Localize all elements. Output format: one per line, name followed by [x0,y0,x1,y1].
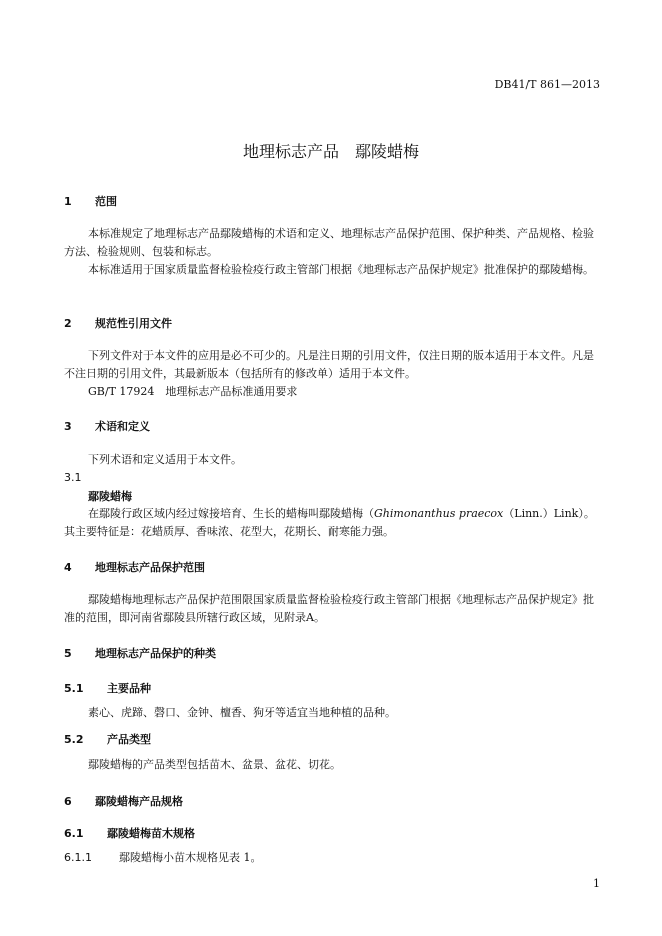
definition-text: 其主要特征是：花蜡质厚、香味浓、花型大，花期长、耐寒能力强。 [64,525,394,538]
paragraph: 下列文件对于本文件的应用是必不可少的。凡是注日期的引用文件，仅注日期的版本适用于本文件。凡是不注日期的引用文件，其最新版本（包括所有的修改单）适用于本文件。 [64,349,594,380]
document-title: 地理标志产品 鄢陵蜡梅 [242,142,419,161]
subsection-5-2-heading [64,731,151,747]
section-number: 5 [64,647,72,660]
section-2-heading [64,315,172,331]
section-title: 范围 [95,195,117,208]
clause-number: 6.1.1 [64,851,92,864]
subsection-6-1-heading [64,825,195,841]
clause-6-1-1 [64,849,262,867]
definition-text: （Linn.）Link）。 [503,507,595,520]
subsection-number: 5.1 [64,682,84,695]
latin-name: Ghimonanthus praecox [374,507,504,520]
clause-text: 鄢陵蜡梅小苗木规格见表 1。 [119,851,262,864]
subsection-title: 产品类型 [107,733,151,746]
section-4-heading [64,559,205,575]
section-number: 2 [64,317,72,330]
term-name: 鄢陵蜡梅 [88,490,132,503]
page-number: 1 [593,877,600,890]
paragraph: 鄢陵蜡梅地理标志产品保护范围限国家质量监督检验检疫行政主管部门根据《地理标志产品保护规定》批准的范围，即河南省鄢陵县所辖行政区域，见附录A。 [64,593,594,624]
term-definition [64,505,604,541]
paragraph: 下列术语和定义适用于本文件。 [88,453,242,466]
section-title: 地理标志产品保护范围 [95,561,205,574]
section-6-heading [64,793,183,809]
section-title: 地理标志产品保护的种类 [95,647,216,660]
section-1-heading [64,193,117,209]
section-3-heading [64,418,150,434]
section-number: 4 [64,561,72,574]
paragraph: 本标准适用于国家质量监督检验检疫行政主管部门根据《地理标志产品保护规定》批准保护的鄢陵蜡梅。 [88,263,594,276]
section-title: 鄢陵蜡梅产品规格 [95,795,183,808]
definition-text: 在鄢陵行政区域内经过嫁接培育、生长的蜡梅叫鄢陵蜡梅（ [88,507,374,520]
section-title: 规范性引用文件 [95,317,172,330]
subsection-title: 主要品种 [107,682,151,695]
subsection-number: 5.2 [64,733,84,746]
term-number: 3.1 [64,471,82,484]
section-number: 1 [64,195,72,208]
subsection-5-1-heading [64,680,151,696]
document-code: DB41/T 861—2013 [494,78,600,91]
subsection-number: 6.1 [64,827,84,840]
normative-reference: GB/T 17924 地理标志产品标准通用要求 [88,385,298,398]
paragraph: 素心、虎蹄、磬口、金钟、檀香、狗牙等适宜当地种植的品种。 [88,706,396,719]
section-title: 术语和定义 [95,420,150,433]
section-number: 3 [64,420,72,433]
section-5-heading [64,645,216,661]
section-number: 6 [64,795,72,808]
paragraph: 本标准规定了地理标志产品鄢陵蜡梅的术语和定义、地理标志产品保护范围、保护种类、产品规格、检验方法、检验规则、包装和标志。 [64,227,594,258]
paragraph: 鄢陵蜡梅的产品类型包括苗木、盆景、盆花、切花。 [88,758,341,771]
subsection-title: 鄢陵蜡梅苗木规格 [107,827,195,840]
